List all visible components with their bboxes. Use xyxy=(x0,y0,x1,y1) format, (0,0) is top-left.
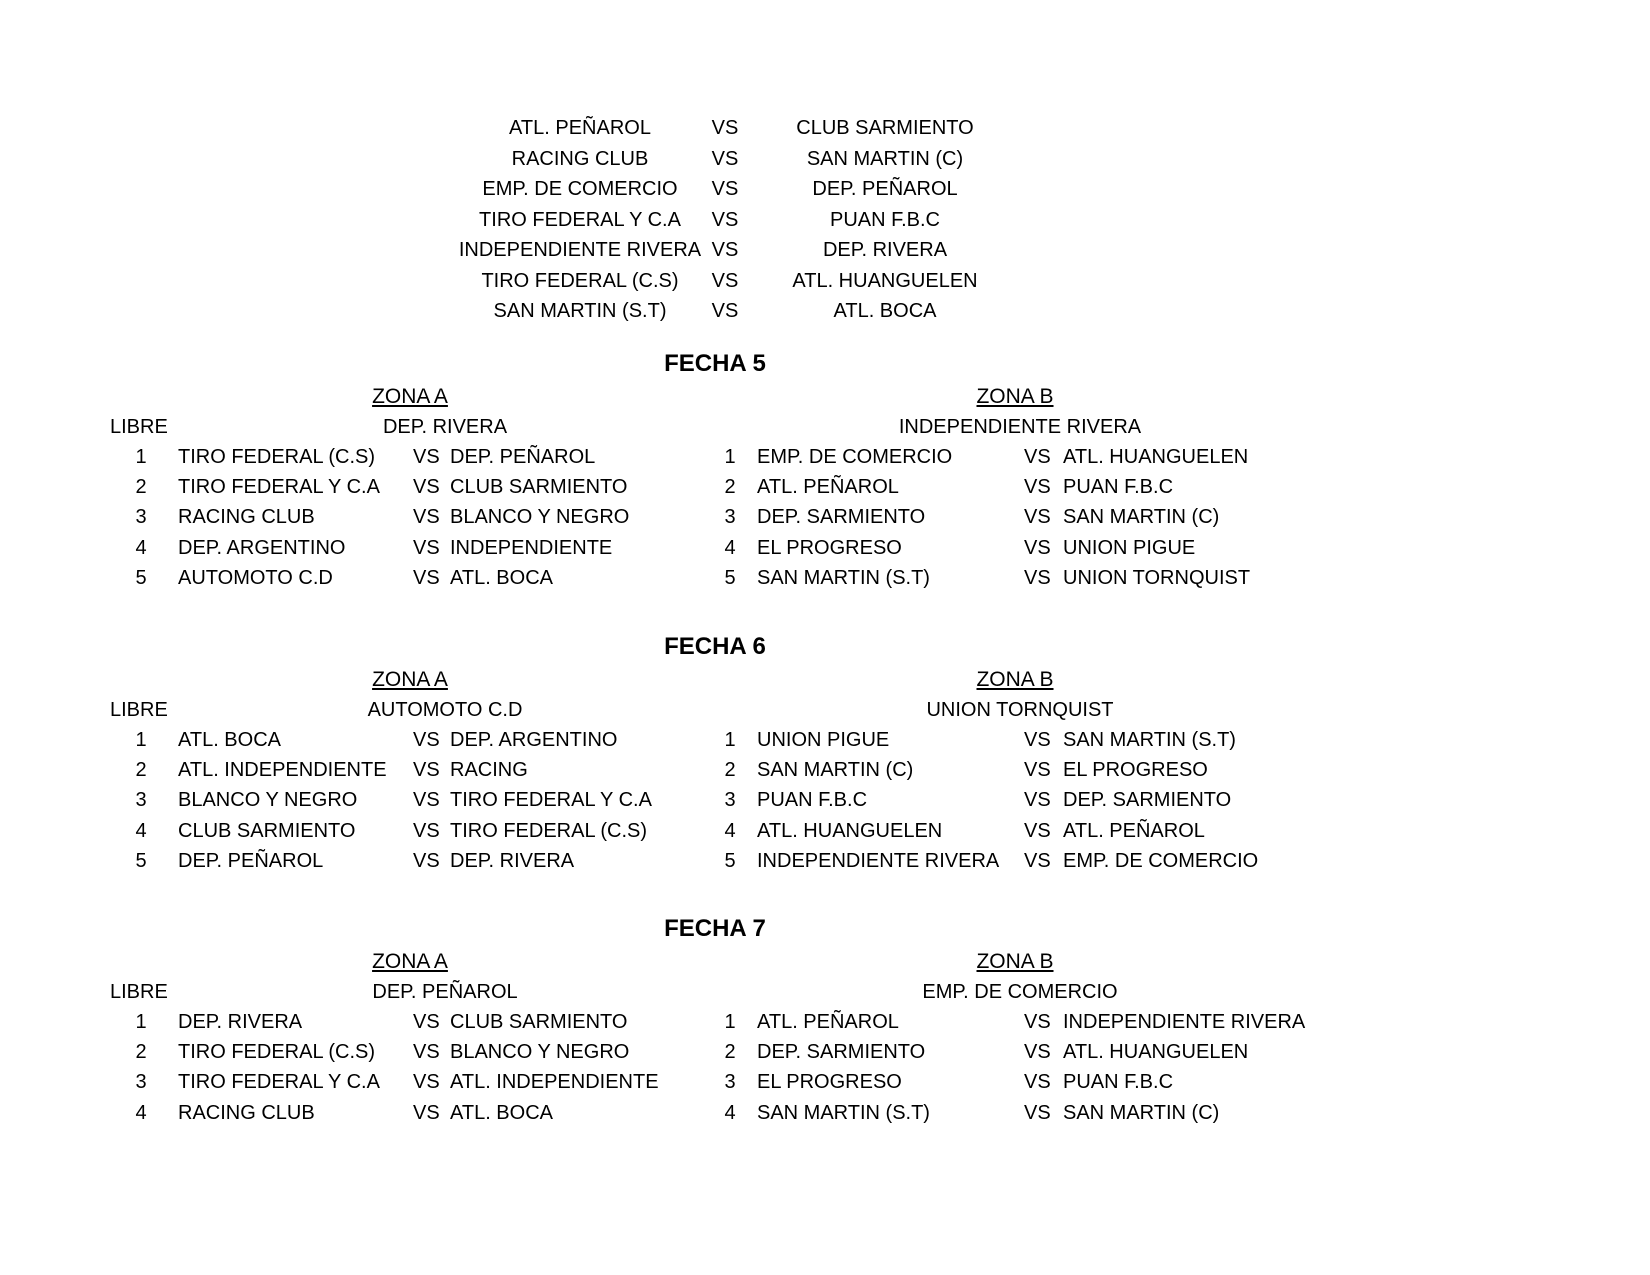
zone-a-home-team: DEP. PEÑAROL xyxy=(178,850,324,872)
zone-b-home-team: ATL. PEÑAROL xyxy=(757,1011,899,1033)
zone-b-home-team: SAN MARTIN (S.T) xyxy=(757,1102,930,1124)
fixture-away-team: PUAN F.B.C xyxy=(829,209,941,231)
zone-b-away-team: SAN MARTIN (C) xyxy=(1063,1102,1220,1124)
zone-a-heading: ZONA A xyxy=(372,385,448,408)
fixture-vs-label: VS xyxy=(711,300,739,322)
zone-a-home-team: TIRO FEDERAL (C.S) xyxy=(178,1041,376,1063)
zone-a-vs-label: VS xyxy=(413,820,440,842)
zone-a-vs-label: VS xyxy=(413,446,440,468)
zone-a-away-team: TIRO FEDERAL (C.S) xyxy=(450,820,648,842)
zone-a-libre-team: AUTOMOTO C.D xyxy=(367,699,523,721)
zone-a-home-team: DEP. ARGENTINO xyxy=(178,537,346,559)
zone-b-vs-label: VS xyxy=(1024,1011,1051,1033)
zone-a-vs-label: VS xyxy=(413,729,440,751)
zone-b-away-team: ATL. HUANGUELEN xyxy=(1063,446,1249,468)
zone-a-away-team: CLUB SARMIENTO xyxy=(450,476,628,498)
zone-b-vs-label: VS xyxy=(1024,850,1051,872)
fixture-home-team: INDEPENDIENTE RIVERA xyxy=(458,239,702,261)
zone-b-away-team: UNION PIGUE xyxy=(1063,537,1196,559)
zone-a-heading: ZONA A xyxy=(372,950,448,973)
zone-b-heading: ZONA B xyxy=(976,668,1054,691)
zone-b-vs-label: VS xyxy=(1024,476,1051,498)
zone-a-vs-label: VS xyxy=(413,506,440,528)
zone-a-home-team: TIRO FEDERAL Y C.A xyxy=(178,476,380,498)
zone-a-away-team: ATL. INDEPENDIENTE xyxy=(450,1071,659,1093)
fixture-vs-label: VS xyxy=(711,209,739,231)
zone-b-away-team: ATL. HUANGUELEN xyxy=(1063,1041,1249,1063)
zone-a-heading: ZONA A xyxy=(372,668,448,691)
zone-b-home-team: EL PROGRESO xyxy=(757,1071,902,1093)
zone-b-away-team: PUAN F.B.C xyxy=(1063,1071,1174,1093)
zone-b-away-team: ATL. PEÑAROL xyxy=(1063,820,1205,842)
zone-a-match-number: 2 xyxy=(135,1041,147,1063)
zone-a-vs-label: VS xyxy=(413,537,440,559)
zone-a-away-team: ATL. BOCA xyxy=(450,1102,553,1124)
zone-a-home-team: ATL. BOCA xyxy=(178,729,281,751)
zone-b-home-team: UNION PIGUE xyxy=(757,729,890,751)
zone-a-match-number: 1 xyxy=(135,446,147,468)
zone-a-match-number: 3 xyxy=(135,1071,147,1093)
fixture-home-team: RACING CLUB xyxy=(511,148,649,170)
zone-b-home-team: EMP. DE COMERCIO xyxy=(757,446,953,468)
zone-b-match-number: 3 xyxy=(724,789,736,811)
fixture-vs-label: VS xyxy=(711,239,739,261)
zone-b-vs-label: VS xyxy=(1024,506,1051,528)
fixture-away-team: SAN MARTIN (C) xyxy=(806,148,964,170)
zone-a-vs-label: VS xyxy=(413,476,440,498)
fixture-vs-label: VS xyxy=(711,117,739,139)
zone-b-home-team: SAN MARTIN (S.T) xyxy=(757,567,930,589)
zone-a-vs-label: VS xyxy=(413,1011,440,1033)
zone-a-away-team: DEP. PEÑAROL xyxy=(450,446,596,468)
zone-b-match-number: 2 xyxy=(724,1041,736,1063)
zone-a-match-number: 1 xyxy=(135,729,147,751)
fixture-away-team: DEP. RIVERA xyxy=(822,239,948,261)
zone-b-vs-label: VS xyxy=(1024,1102,1051,1124)
zone-b-home-team: PUAN F.B.C xyxy=(757,789,868,811)
zone-a-home-team: ATL. INDEPENDIENTE xyxy=(178,759,387,781)
zone-b-vs-label: VS xyxy=(1024,789,1051,811)
fixture-home-team: TIRO FEDERAL (C.S) xyxy=(481,270,679,292)
zone-a-away-team: BLANCO Y NEGRO xyxy=(450,1041,630,1063)
fixture-away-team: ATL. HUANGUELEN xyxy=(792,270,978,292)
fixture-home-team: EMP. DE COMERCIO xyxy=(482,178,678,200)
zone-b-home-team: SAN MARTIN (C) xyxy=(757,759,914,781)
zone-b-match-number: 4 xyxy=(724,820,736,842)
zone-b-vs-label: VS xyxy=(1024,567,1051,589)
zone-a-away-team: INDEPENDIENTE xyxy=(450,537,613,559)
zone-a-match-number: 3 xyxy=(135,789,147,811)
zone-a-vs-label: VS xyxy=(413,1071,440,1093)
zone-a-away-team: CLUB SARMIENTO xyxy=(450,1011,628,1033)
zone-b-heading: ZONA B xyxy=(976,385,1054,408)
zone-b-match-number: 3 xyxy=(724,506,736,528)
zone-a-vs-label: VS xyxy=(413,1041,440,1063)
zone-a-match-number: 4 xyxy=(135,1102,147,1124)
zone-a-home-team: TIRO FEDERAL Y C.A xyxy=(178,1071,380,1093)
zone-a-match-number: 2 xyxy=(135,476,147,498)
zone-b-home-team: ATL. PEÑAROL xyxy=(757,476,899,498)
zone-a-home-team: RACING CLUB xyxy=(178,1102,315,1124)
zone-a-home-team: DEP. RIVERA xyxy=(178,1011,303,1033)
zone-a-match-number: 5 xyxy=(135,567,147,589)
fixture-home-team: SAN MARTIN (S.T) xyxy=(493,300,667,322)
libre-label: LIBRE xyxy=(110,416,168,438)
zone-b-away-team: SAN MARTIN (S.T) xyxy=(1063,729,1236,751)
round-title: FECHA 6 xyxy=(664,633,766,660)
zone-a-vs-label: VS xyxy=(413,789,440,811)
zone-b-away-team: UNION TORNQUIST xyxy=(1063,567,1251,589)
zone-a-match-number: 2 xyxy=(135,759,147,781)
fixture-home-team: ATL. PEÑAROL xyxy=(509,117,651,139)
round-title: FECHA 5 xyxy=(664,350,766,377)
zone-a-libre-team: DEP. PEÑAROL xyxy=(372,981,518,1003)
zone-b-away-team: EL PROGRESO xyxy=(1063,759,1208,781)
zone-b-match-number: 1 xyxy=(724,1011,736,1033)
zone-a-away-team: BLANCO Y NEGRO xyxy=(450,506,630,528)
zone-a-home-team: CLUB SARMIENTO xyxy=(178,820,356,842)
zone-a-away-team: ATL. BOCA xyxy=(450,567,553,589)
zone-a-vs-label: VS xyxy=(413,759,440,781)
zone-b-match-number: 5 xyxy=(724,850,736,872)
zone-a-away-team: TIRO FEDERAL Y C.A xyxy=(450,789,652,811)
zone-b-vs-label: VS xyxy=(1024,759,1051,781)
zone-a-match-number: 3 xyxy=(135,506,147,528)
zone-b-libre-team: UNION TORNQUIST xyxy=(926,699,1114,721)
zone-a-vs-label: VS xyxy=(413,850,440,872)
fixture-vs-label: VS xyxy=(711,178,739,200)
fixture-away-team: CLUB SARMIENTO xyxy=(796,117,974,139)
zone-a-away-team: DEP. ARGENTINO xyxy=(450,729,618,751)
zone-b-home-team: DEP. SARMIENTO xyxy=(757,506,926,528)
zone-b-home-team: INDEPENDIENTE RIVERA xyxy=(757,850,1000,872)
zone-a-home-team: AUTOMOTO C.D xyxy=(178,567,333,589)
libre-label: LIBRE xyxy=(110,699,168,721)
zone-a-match-number: 4 xyxy=(135,820,147,842)
zone-a-away-team: RACING xyxy=(450,759,528,781)
zone-b-vs-label: VS xyxy=(1024,820,1051,842)
zone-b-away-team: PUAN F.B.C xyxy=(1063,476,1174,498)
zone-a-match-number: 5 xyxy=(135,850,147,872)
zone-a-vs-label: VS xyxy=(413,567,440,589)
zone-b-match-number: 2 xyxy=(724,759,736,781)
zone-a-away-team: DEP. RIVERA xyxy=(450,850,575,872)
fixture-away-team: ATL. BOCA xyxy=(833,300,937,322)
zone-b-vs-label: VS xyxy=(1024,1041,1051,1063)
fixture-vs-label: VS xyxy=(711,148,739,170)
zone-a-match-number: 4 xyxy=(135,537,147,559)
fixture-home-team: TIRO FEDERAL Y C.A xyxy=(479,209,681,231)
zone-b-match-number: 3 xyxy=(724,1071,736,1093)
zone-b-away-team: INDEPENDIENTE RIVERA xyxy=(1063,1011,1306,1033)
zone-b-vs-label: VS xyxy=(1024,446,1051,468)
zone-a-match-number: 1 xyxy=(135,1011,147,1033)
zone-a-libre-team: DEP. RIVERA xyxy=(382,416,508,438)
zone-b-match-number: 4 xyxy=(724,1102,736,1124)
zone-a-home-team: BLANCO Y NEGRO xyxy=(178,789,358,811)
round-title: FECHA 7 xyxy=(664,915,766,942)
zone-b-home-team: EL PROGRESO xyxy=(757,537,902,559)
zone-a-home-team: RACING CLUB xyxy=(178,506,315,528)
zone-a-vs-label: VS xyxy=(413,1102,440,1124)
zone-b-home-team: DEP. SARMIENTO xyxy=(757,1041,926,1063)
zone-b-home-team: ATL. HUANGUELEN xyxy=(757,820,943,842)
zone-b-vs-label: VS xyxy=(1024,1071,1051,1093)
zone-b-match-number: 1 xyxy=(724,446,736,468)
zone-b-heading: ZONA B xyxy=(976,950,1054,973)
zone-b-libre-team: INDEPENDIENTE RIVERA xyxy=(898,416,1142,438)
zone-b-match-number: 4 xyxy=(724,537,736,559)
zone-b-match-number: 5 xyxy=(724,567,736,589)
fixture-vs-label: VS xyxy=(711,270,739,292)
libre-label: LIBRE xyxy=(110,981,168,1003)
zone-b-vs-label: VS xyxy=(1024,537,1051,559)
zone-b-away-team: DEP. SARMIENTO xyxy=(1063,789,1232,811)
zone-b-match-number: 2 xyxy=(724,476,736,498)
zone-b-away-team: EMP. DE COMERCIO xyxy=(1063,850,1259,872)
zone-b-away-team: SAN MARTIN (C) xyxy=(1063,506,1220,528)
fixture-away-team: DEP. PEÑAROL xyxy=(812,178,958,200)
zone-a-home-team: TIRO FEDERAL (C.S) xyxy=(178,446,376,468)
zone-b-vs-label: VS xyxy=(1024,729,1051,751)
zone-b-libre-team: EMP. DE COMERCIO xyxy=(922,981,1118,1003)
zone-b-match-number: 1 xyxy=(724,729,736,751)
